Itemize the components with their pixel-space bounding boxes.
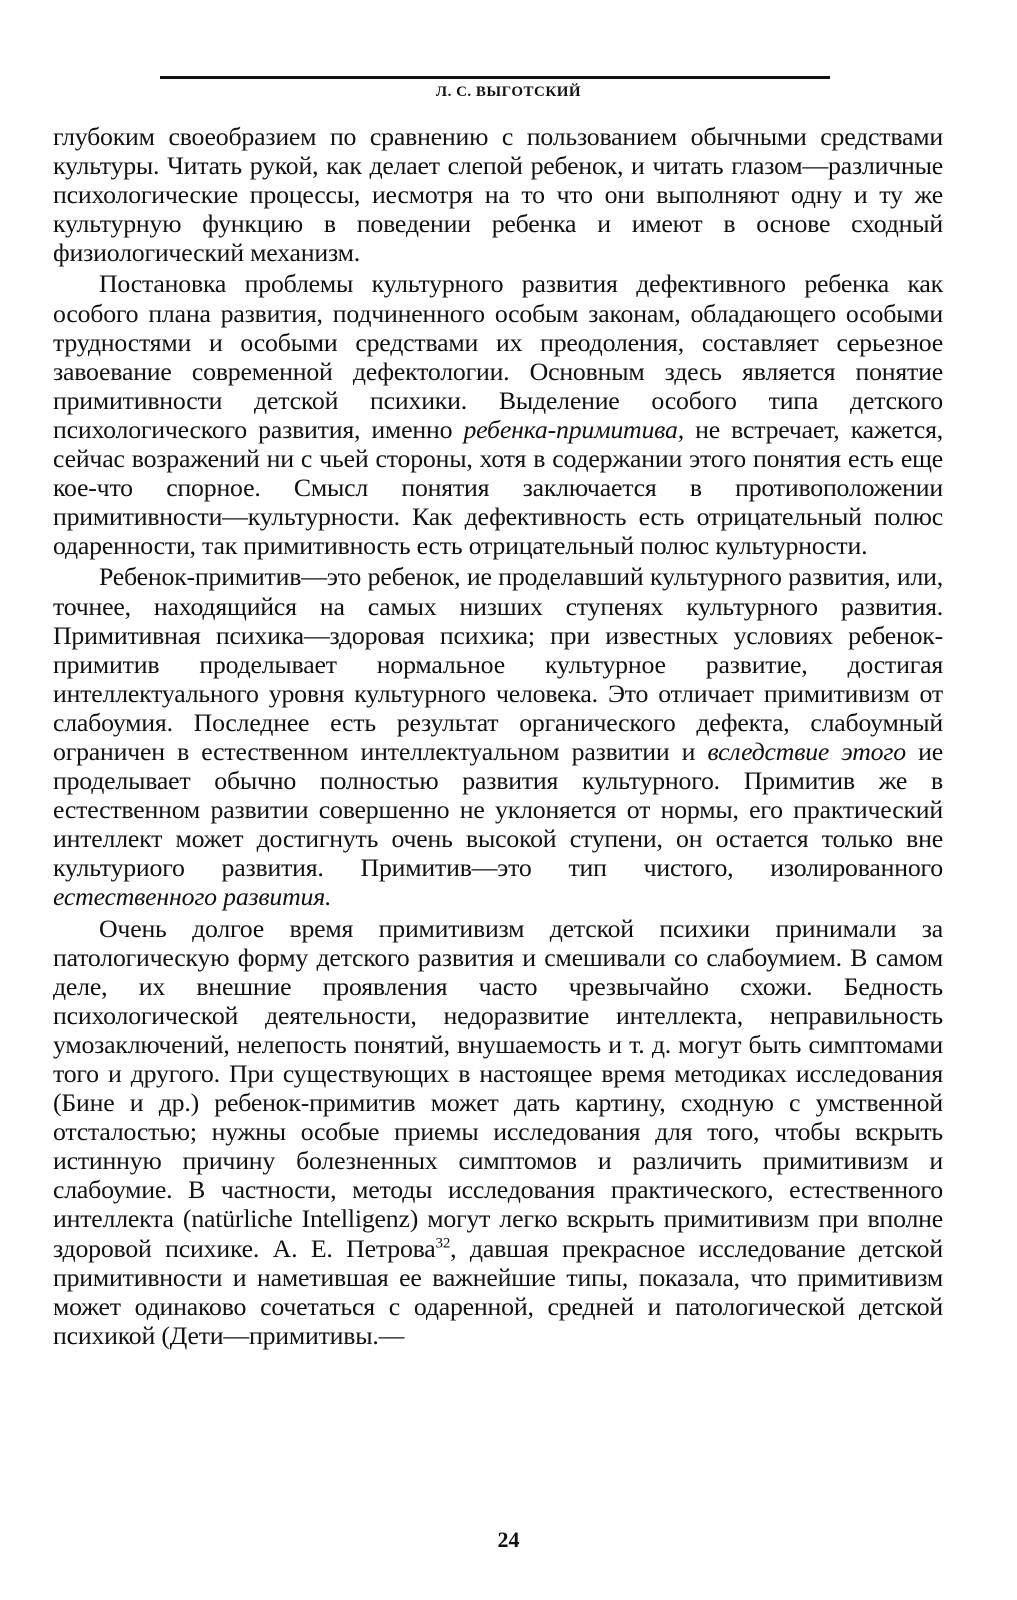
- paragraph-3-italic-a: вследствие этого: [707, 736, 906, 766]
- paragraph-4-text-a: Очень долгое время примитивизм детской психики принимали за патологическую форму детского развития и смешивали со слабоумием. В самом деле, их внешние проявления часто чрезвычайно схожи. Бедность психологической деятельности, недоразвитие интеллекта, неправильность умозаключений, нелепость понятий, внушаемость и т. д. могут быть симптомами того и другого. При существующих в настоящее время методиках исследования (Бине и др.) ребенок-примитив может дать картину, сходную с умственной отсталостью; нужны особые приемы исследования для того, чтобы вскрыть истинную причину болезненных симптомов и различить примитивизм и слабоумие. В частности, методы исследования практического, естественного интеллекта (natürliche Intelligenz) могут легко вскрыть примитивизм при вполне здоровой психике. А. Е. Петрова: [53, 913, 943, 1263]
- paragraph-2-text-b: не встречает, кажется, сейчас возражений ни с чьей стороны, хотя в содержании этого понятия есть еще кое-что спорное. Смысл понятия заключается в противоположении примитивности—культурности. Как дефективность есть отрицательный полюс одаренности, так примитивность есть отрицательный полюс культурности.: [53, 414, 943, 561]
- paragraph-2: [53, 269, 943, 560]
- body-text: [53, 122, 943, 1350]
- running-head: Л. С. ВЫГОТСКИЙ: [435, 84, 582, 100]
- page-number: 24: [497, 1527, 520, 1552]
- footnote-reference[interactable]: 32: [435, 1234, 451, 1251]
- paragraph-3: [53, 562, 943, 911]
- paragraph-4-text-b: , давшая прекрасное исследование детской примитивности и наметившая ее важнейшие типы, показала, что примитивизм может одинаково сочетаться с одаренной, средней и патологической детской психикой (Дети—примитивы.—: [53, 1233, 943, 1350]
- paragraph-4: [53, 914, 943, 1350]
- paragraph-2-italic: ребенка-примитива,: [463, 414, 684, 444]
- paragraph-1-text: глубоким своеобразием по сравнению с пользованием обычными средствами культуры. Читать рукой, как делает слепой ребенок, и читать глазом—различные психологические процессы, иесмотря на то что они выполняют одну и ту же культурную функцию в поведении ребенка и имеют в основе сходный физиологический механизм.: [53, 122, 943, 268]
- paragraph-3-text-b: ие проделывает обычно полностью развития культурного. Примитив же в естественном развитии совершенно не уклоняется от нормы, его практический интеллект может достигнуть очень высокой ступени, он остается только вне культуриого развития. Примитив—это тип чистого, изолированного: [53, 736, 943, 883]
- paragraph-1: [53, 122, 943, 267]
- paragraph-3-italic-b: естественного развития.: [53, 882, 332, 912]
- paragraph-3-text-a: Ребенок-примитив—это ребенок, ие проделавший культурного развития, или, точнее, находящийся на самых низших ступенях культурного развития. Примитивная психика—здоровая психика; при известных условиях ребенок-примитив проделывает нормальное культурное развитие, достигая интеллектуального уровня культурного человека. Это отличает примитивизм от слабоумия. Последнее есть результат органического дефекта, слабоумный ограничен в естественном интеллектуальном развитии и: [53, 562, 943, 766]
- header-rule: [160, 76, 830, 79]
- paragraph-2-text-a: Постановка проблемы культурного развития дефективного ребенка как особого плана развития, подчиненного особым законам, обладающего особыми трудностями и особыми средствами их преодоления, составляет серьезное завоевание современной дефектологии. Основным здесь является понятие примитивности детской психики. Выделение особого типа детского психологического развития, именно: [53, 269, 943, 444]
